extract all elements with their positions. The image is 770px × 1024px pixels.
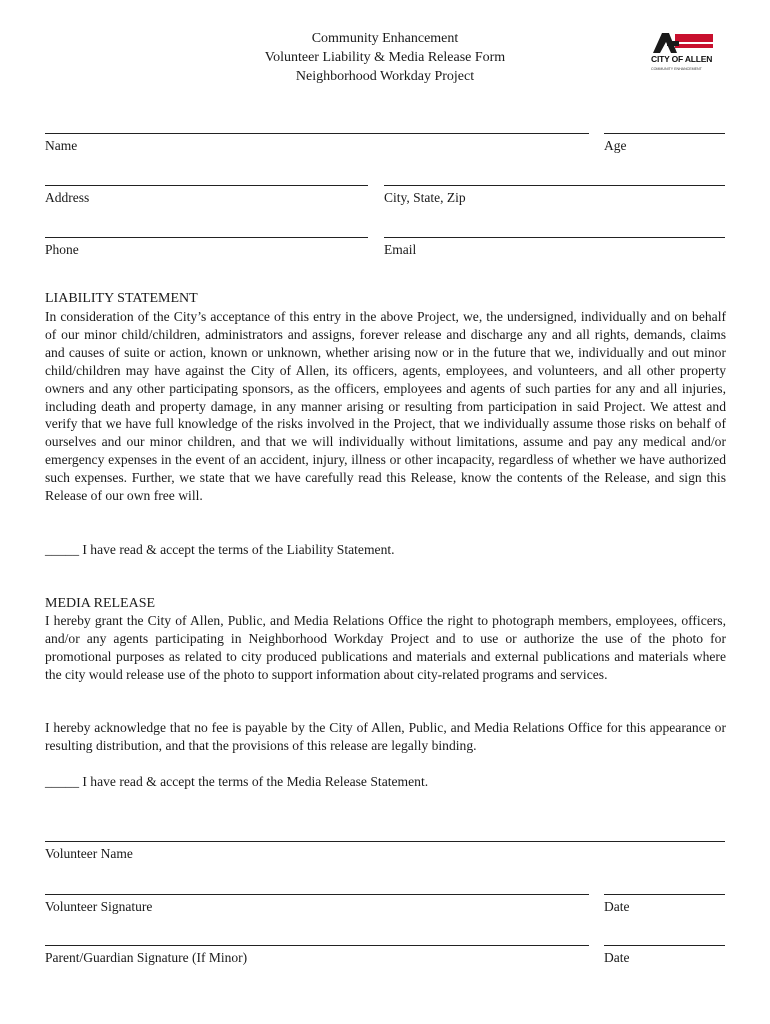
- email-line: [384, 237, 725, 238]
- liability-title: LIABILITY STATEMENT: [45, 291, 198, 306]
- city-state-zip-field[interactable]: [384, 185, 725, 206]
- liability-accept[interactable]: _____ I have read & accept the terms of the Liability Statement.: [45, 542, 395, 557]
- email-label: Email: [384, 242, 417, 257]
- volunteer-name-line: [45, 841, 725, 842]
- volunteer-name-label: Volunteer Name: [45, 846, 133, 861]
- city-logo-icon: [649, 31, 715, 53]
- city-of-allen-logo: [649, 31, 715, 79]
- header-line-1: Community Enhancement: [311, 31, 459, 46]
- date-label-2: Date: [604, 950, 630, 965]
- volunteer-name-field[interactable]: [45, 841, 725, 862]
- header-line-3: Neighborhood Workday Project: [295, 69, 475, 84]
- date-line-2: [604, 945, 725, 946]
- address-label: Address: [45, 190, 90, 205]
- media-body-2: I hereby acknowledge that no fee is payable by the City of Allen, Public, and Media Relations Office for this appearance or resulting distribution, and that the provisions of this release are legally binding.: [45, 720, 726, 753]
- date-field-1[interactable]: [604, 894, 725, 915]
- logo-tagline: COMMUNITY ENHANCEMENT: [651, 67, 702, 71]
- liability-body: In consideration of the City’s acceptance of this entry in the above Project, we, the undersigned, individually and on behalf of our minor child/children, administrators and assigns, forever release and discharge any and all rights, demands, claims and causes of suite or action, known or unknown, whether arising now or in the future that we, individually and out minor child/children may have against the City of Allen, its officers, agents, employees, and volunteers, and all other property owners and any other participating sponsors, as the officers, employees and agents of such parties for any and all injuries, including death and property damage, in any manner arising or resulting from participation in said Project. We attest and verify that we have full knowledge of the risks involved in the Project, that we individually assume those risks on behalf of ourselves and our minor children, and that we will individually without limitations, assume and pay any medical and/or emergency expenses in the event of an accident, injury, illness or other incapacity, regardless of whether we have authorized such expenses. Further, we state that we have carefully read this Release, know the contents of the Release, and sign this Release of our own free will.: [45, 309, 726, 504]
- volunteer-signature-label: Volunteer Signature: [45, 899, 153, 914]
- parent-signature-line: [45, 945, 589, 946]
- parent-signature-label: Parent/Guardian Signature (If Minor): [45, 950, 248, 965]
- volunteer-signature-field[interactable]: [45, 894, 589, 915]
- date-label-1: Date: [604, 899, 630, 914]
- date-field-2[interactable]: [604, 945, 725, 966]
- email-field[interactable]: [384, 237, 725, 258]
- parent-signature-field[interactable]: [45, 945, 589, 966]
- media-accept[interactable]: _____ I have read & accept the terms of the Media Release Statement.: [45, 774, 429, 789]
- phone-line: [45, 237, 368, 238]
- volunteer-signature-line: [45, 894, 589, 895]
- date-line-1: [604, 894, 725, 895]
- city-state-zip-label: City, State, Zip: [384, 190, 466, 205]
- name-line: [45, 133, 589, 134]
- logo-text: CITY OF ALLEN: [651, 54, 713, 64]
- age-label: Age: [604, 138, 627, 153]
- age-line: [604, 133, 725, 134]
- phone-field[interactable]: [45, 237, 368, 258]
- media-body-1: I hereby grant the City of Allen, Public, and Media Relations Office the right to photograph members, employees, officers, and/or any agents participating in Neighborhood Workday Project and to use or authorize the use of the photo for promotional purposes as related to city produced publications and materials and external publications and materials where the city would release use of the photo to support information about city-related programs and services.: [45, 613, 726, 682]
- form-header: [180, 29, 590, 86]
- media-title: MEDIA RELEASE: [45, 596, 156, 611]
- age-field[interactable]: [604, 133, 725, 154]
- header-line-2: Volunteer Liability & Media Release Form: [264, 50, 506, 65]
- city-state-zip-line: [384, 185, 725, 186]
- address-line: [45, 185, 368, 186]
- name-field[interactable]: [45, 133, 589, 154]
- address-field[interactable]: [45, 185, 368, 206]
- name-label: Name: [45, 138, 78, 153]
- phone-label: Phone: [45, 242, 79, 257]
